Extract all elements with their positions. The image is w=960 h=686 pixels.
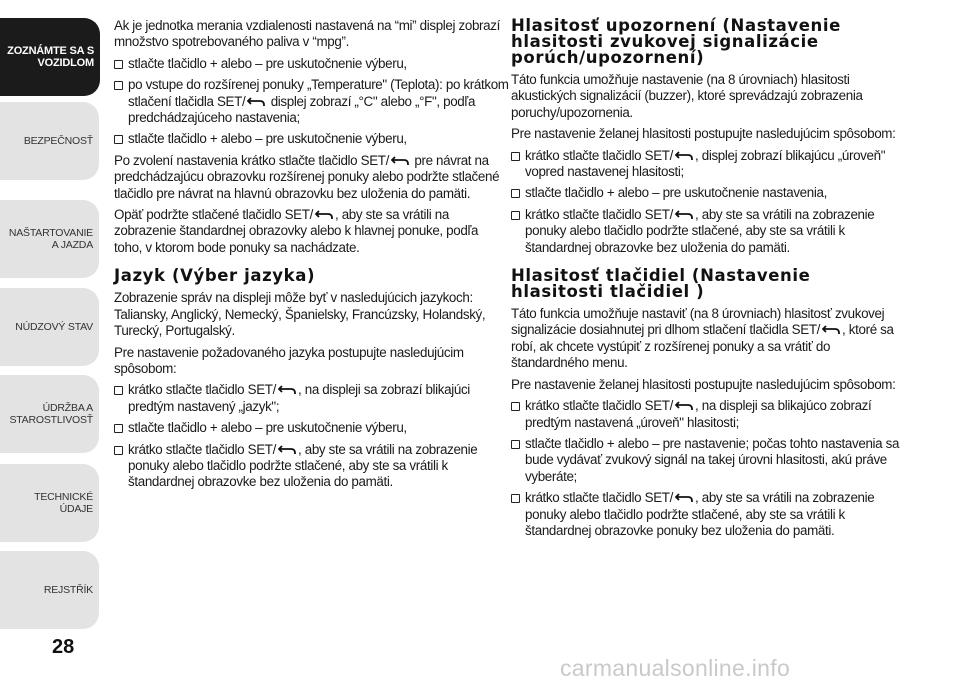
right-column [511, 18, 906, 544]
watermark: carmanualsonline.info [560, 655, 791, 681]
page-number: 28 [52, 636, 75, 658]
paragraph: Táto funkcia umožňuje nastavenie (na 8 úrovniach) hlasitosti akustických signalizácií (buzzer), ktoré sprevádzajú zobrazenia poruchy/upozornenia. [511, 72, 863, 120]
back-arrow-icon [315, 209, 333, 221]
tab-emergency[interactable]: NÚDZOVÝ STAV [0, 288, 99, 366]
paragraph: Táto funkcia umožňuje nastaviť (na 8 úrovniach) hlasitosť zvukovej signalizácie dosiahnutej pri dlhom stlačení tlačidla SET/ , ktoré sa robí, ak chcete vystúpiť z rozšírenej ponuky a sa vrátiť do štandardného menu. [511, 306, 894, 371]
paragraph: Opäť podržte stlačené tlačidlo SET/ , aby ste sa vrátili na zobrazenie štandardnej obrazovky alebo k hlavnej ponuke, podľa toho, v ktorom bode ponuky sa nachádzate. [114, 207, 479, 255]
bullet-item: stlačte tlačidlo + alebo – pre uskutočnenie výberu, [114, 131, 509, 147]
section-heading-alert-volume: Hlasitosť upozornení (Nastavenie hlasitosti zvukovej signalizácie porúch/upozornení) [511, 16, 841, 67]
bullet-item: stlačte tlačidlo + alebo – pre uskutočnenie výberu, [114, 420, 509, 436]
tab-vehicle-intro[interactable]: ZOZNÁMTE SA S VOZIDLOM [0, 18, 100, 96]
tab-technical-data[interactable]: TECHNICKÉ ÚDAJE [0, 464, 99, 542]
paragraph: Pre nastavenie želanej hlasitosti postupujte nasledujúcim spôsobom: [511, 126, 896, 142]
bullet-item: krátko stlačte tlačidlo SET/ , aby ste sa vrátili na zobrazenie ponuky alebo tlačidlo podržte stlačené, aby ste sa vrátili k štandardnej obrazovke bez uloženia do pamäti. [511, 207, 906, 256]
bullet-item: krátko stlačte tlačidlo SET/ , aby ste sa vrátili na zobrazenie ponuky alebo tlačidlo podržte stlačené, aby ste sa vrátili k štandardnej obrazovke bez uloženia do pamäti. [114, 442, 509, 491]
bullet-item: krátko stlačte tlačidlo SET/ , aby ste sa vrátili na zobrazenie ponuky alebo tlačidlo podržte stlačené, aby ste sa vrátili k štandardnej obrazovke ponuky bez uloženia do pamäti. [511, 490, 906, 539]
back-arrow-icon [675, 150, 693, 162]
section-heading-button-volume: Hlasitosť tlačidiel (Nastavenie hlasitosti tlačidiel ) [511, 266, 811, 302]
tab-starting-driving[interactable]: NAŠTARTOVANIE A JAZDA [0, 200, 99, 278]
paragraph: Zobrazenie správ na displeji môže byť v nasledujúcich jazykoch: Taliansky, Anglický, Nemecký, Španielsky, Francúzsky, Holandský, Turecký, Portugalský. [114, 290, 486, 339]
bullet-item: krátko stlačte tlačidlo SET/ , na displeji sa zobrazí blikajúci predtým nastavený „jazyk"; [114, 382, 509, 415]
bullet-item: krátko stlačte tlačidlo SET/ , na displeji sa blikajúco zobrazí predtým nastavená „úroveň" hlasitosti; [511, 398, 906, 431]
section-heading-language: Jazyk (Výber jazyka) [114, 266, 316, 286]
back-arrow-icon [391, 155, 409, 167]
bullet-item: stlačte tlačidlo + alebo – pre uskutočnenie nastavenia, [511, 185, 906, 201]
bullet-item: stlačte tlačidlo + alebo – pre nastavenie; počas tohto nastavenia sa bude vydávať zvukový signál na takej úrovni hlasitosti, akú práve vyberáte; [511, 436, 906, 485]
tab-index[interactable]: REJSTŘÍK [0, 551, 99, 629]
back-arrow-icon [278, 444, 296, 456]
paragraph: Po zvolení nastavenia krátko stlačte tlačidlo SET/ pre návrat na predchádzajúcu obrazovku rozšírenej ponuky alebo podržte stlačené tlačidlo pre návrat na hlavnú obrazovku bez uloženia do pamäti. [114, 152, 500, 201]
back-arrow-icon [675, 400, 693, 412]
back-arrow-icon [675, 209, 693, 221]
bullet-item: krátko stlačte tlačidlo SET/ , displej zobrazí blikajúcu „úroveň" vopred nastavenej hlasitosti; [511, 148, 906, 181]
back-arrow-icon [278, 384, 296, 396]
back-arrow-icon [675, 492, 693, 504]
paragraph: Pre nastavenie želanej hlasitosti postupujte nasledujúcim spôsobom: [511, 376, 896, 392]
paragraph: Ak je jednotka merania vzdialenosti nastavená na “mi” displej zobrazí množstvo spotrebovaného paliva v “mpg”. [114, 18, 500, 50]
tab-maintenance[interactable]: ÚDRŽBA A STAROSTLIVOSŤ [0, 375, 99, 453]
back-arrow-icon [822, 324, 840, 336]
paragraph: Pre nastavenie požadovaného jazyka postupujte nasledujúcim spôsobom: [114, 344, 464, 376]
bullet-item: stlačte tlačidlo + alebo – pre uskutočnenie výberu, [114, 56, 509, 72]
left-column [114, 18, 509, 496]
bullet-item: po vstupe do rozšírenej ponuky „Temperature" (Teplota): po krátkom stlačení tlačidla SET/ displej zobrazí „°C" alebo „°F", podľa predchádzajúceho nastavenia; [114, 77, 509, 126]
tab-safety[interactable]: BEZPEČNOSŤ [0, 102, 99, 180]
back-arrow-icon [247, 96, 265, 108]
